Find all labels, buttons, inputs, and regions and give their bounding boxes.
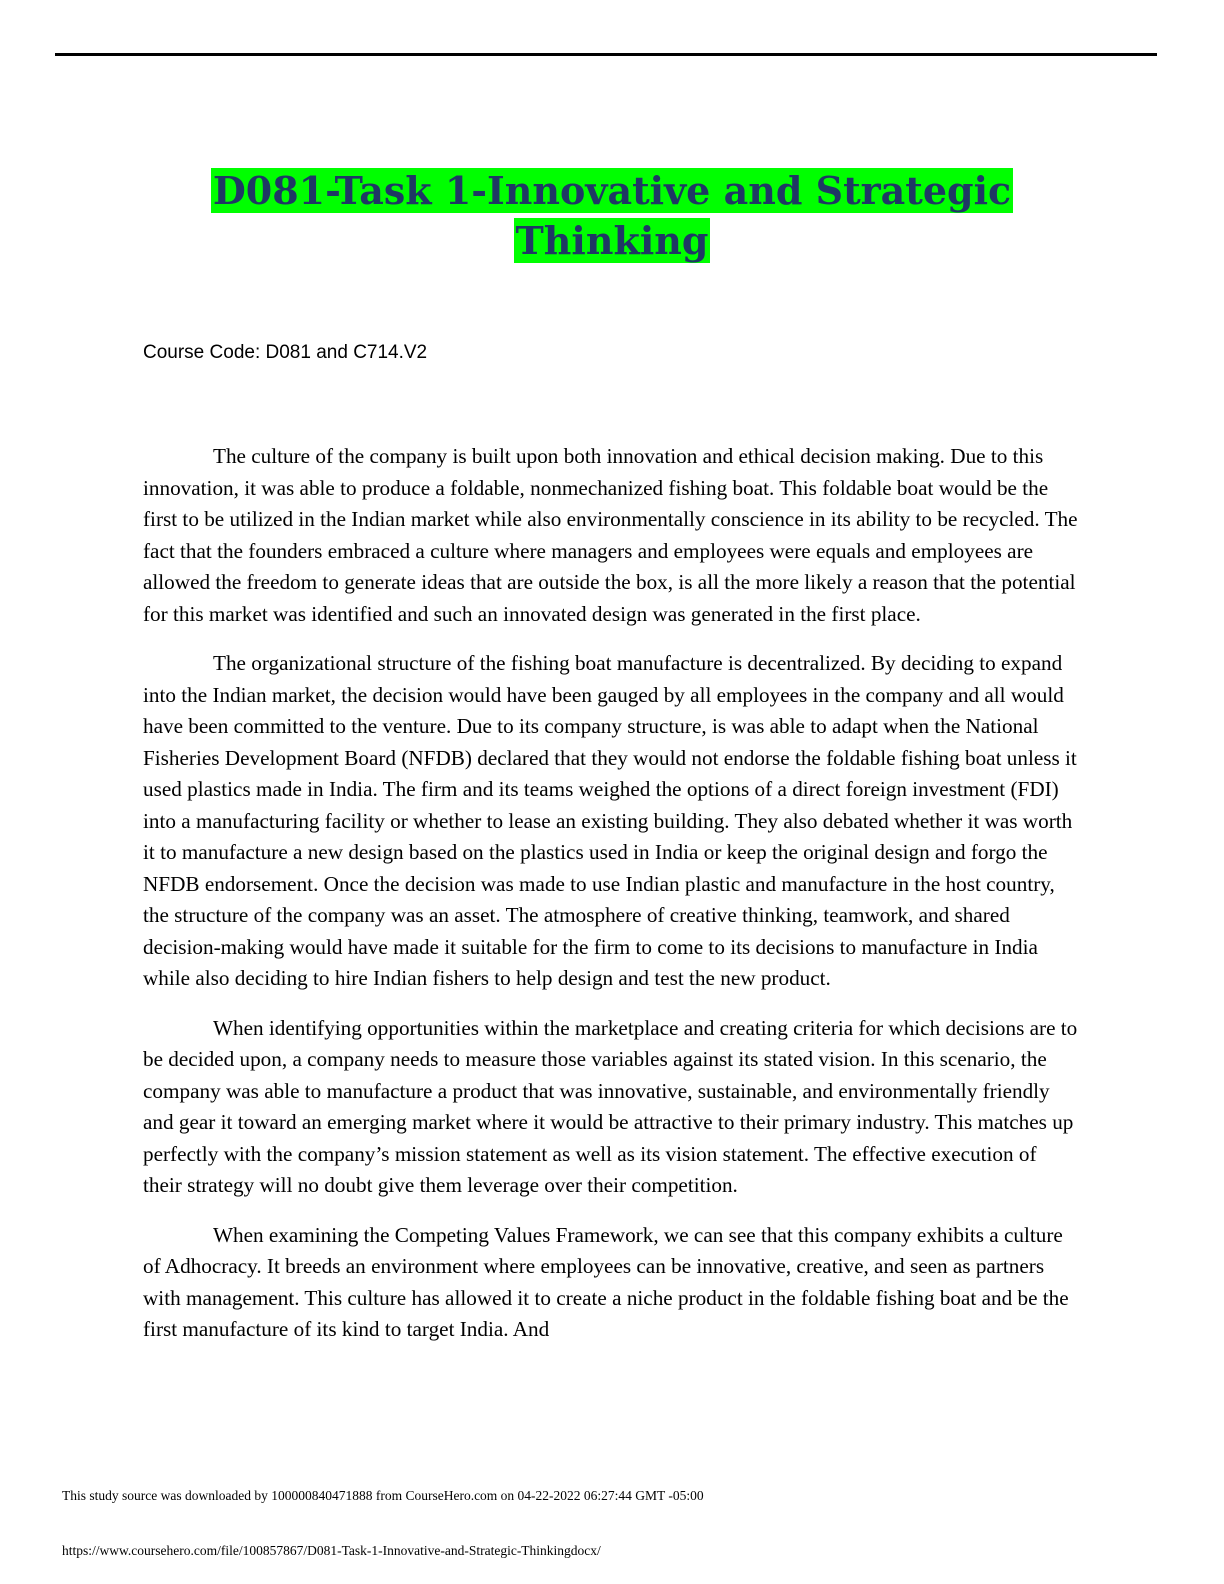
paragraph-opportunities: When identifying opportunities within the marketplace and creating criteria for which decisions are to be decided upon, a company needs to measure those variables against its stated vision. In this scenario, the company was able to manufacture a product that was innovative, sustainable, and environmentally friendly and gear it toward an emerging market where it would be attractive to their primary industry. This matches up perfectly with the company’s mission statement as well as its vision statement. The effective execution of their strategy will no doubt give them leverage over their competition. — [143, 1015, 1078, 1197]
course-code: Course Code: D081 and C714.V2 — [143, 342, 428, 363]
document-title-line-2: Thinking — [515, 218, 709, 263]
document-body — [143, 441, 1078, 1364]
source-url[interactable]: https://www.coursehero.com/file/100857867/D081-Task-1-Innovative-and-Strategic-Thinkingdocx/ — [62, 1543, 601, 1558]
paragraph-culture: The culture of the company is built upon both innovation and ethical decision making. Due to this innovation, it was able to produce a foldable, nonmechanized fishing boat. This foldable boat would be the first to be utilized in the Indian market while also environmentally conscience in its ability to be recycled. The fact that the founders embraced a culture where managers and employees were equals and employees are allowed the freedom to generate ideas that are outside the box, is all the more likely a reason that the potential for this market was identified and such an innovated design was generated in the first place. — [143, 444, 1078, 626]
paragraph-competing-values: When examining the Competing Values Framework, we can see that this company exhibits a culture of Adhocracy. It breeds an environment where employees can be innovative, creative, and seen as partners with management. This culture has allowed it to create a niche product in the foldable fishing boat and be the first manufacture of its kind to target India. And — [143, 1222, 1069, 1341]
document-title-line-1: D081-Task 1-Innovative and Strategic — [212, 168, 1012, 213]
download-source-note: This study source was downloaded by 100000840471888 from CourseHero.com on 04-22-2022 06:27:44 GMT -05:00 — [62, 1488, 704, 1503]
paragraph-structure: The organizational structure of the fishing boat manufacture is decentralized. By deciding to expand into the Indian market, the decision would have been gauged by all employees in the company and all would have been committed to the venture. Due to its company structure, is was able to adapt when the National Fisheries Development Board (NFDB) declared that they would not endorse the foldable fishing boat unless it used plastics made in India. The firm and its teams weighed the options of a direct foreign investment (FDI) into a manufacturing facility or whether to lease an existing building. They also debated whether it was worth it to manufacture a new design based on the plastics used in India or keep the original design and forgo the NFDB endorsement. Once the decision was made to use Indian plastic and manufacture in the host country, the structure of the company was an asset. The atmosphere of creative thinking, teamwork, and shared decision-making would have made it suitable for the firm to come to its decisions to manufacture in India while also deciding to hire Indian fishers to help design and test the new product. — [143, 651, 1077, 990]
document-title — [0, 166, 1224, 266]
header-rule — [55, 53, 1157, 56]
